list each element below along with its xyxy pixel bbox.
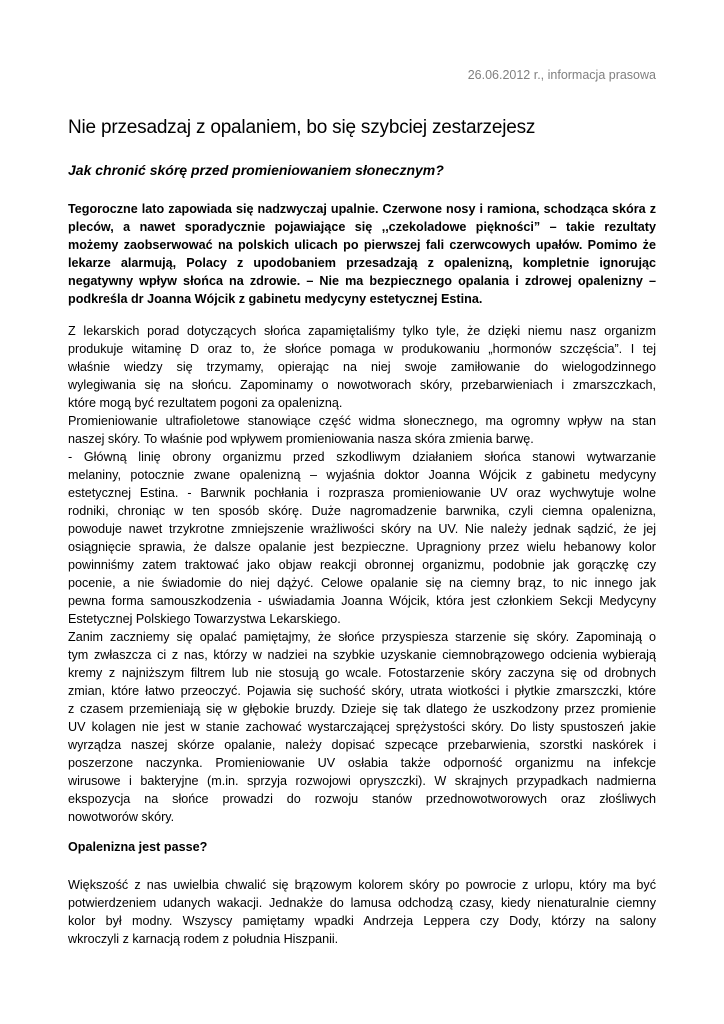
body-line: wirusowe i bakteryjne (m.in. sprzyja rozwojowi opryszczki). W skrajnych przypadkach nadmierna (68, 774, 656, 788)
body-line: z czasem przemieniają się w głębokie bruzdy. Dzieje się tak dlatego że uszkodzony przez promienie (68, 702, 656, 716)
body-line: pocenie, a nie świadomie do niej dążyć. Celowe opalanie się na ciemny brąz, to nic innego jak (68, 576, 656, 590)
body-line: pewna forma samouszkodzenia - uświadamia Joanna Wójcik, która jest członkiem Sekcji Medycyny (68, 594, 656, 608)
body-line: Promieniowanie ultrafioletowe stanowiące część widma słonecznego, ma ogromny wpływ na stan (68, 414, 656, 428)
body-line: wylegiwania się na słońcu. Zapominamy o nowotworach skóry, przebarwieniach i zmarszczkach, (68, 378, 656, 392)
closing-line: wkroczyli z karnacją rodem z południa Hiszpanii. (68, 932, 339, 946)
main-body (68, 322, 656, 826)
body-line: produkuje witaminę D oraz to, że słońce pomaga w produkowaniu „hormonów szczęścia”. I tej (68, 342, 656, 356)
body-line: naszej skóry. To właśnie pod wpływem promieniowania nasza skóra zmienia barwę. (68, 432, 534, 446)
body-line: powinniśmy zatem traktować jako objaw reakcji obronnej organizmu, podobnie jak gorączkę czy (68, 558, 656, 572)
body-line: Z lekarskich porad dotyczących słońca zapamiętaliśmy tylko tyle, że dzięki niemu nasz organizm (68, 324, 656, 338)
closing-paragraph (68, 876, 656, 948)
lead-line: możemy zaobserwować na polskich ulicach po pierwszej fali czerwcowych upałów. Pomimo że (68, 238, 656, 252)
section-heading: Opalenizna jest passe? (68, 840, 208, 854)
lead-line: Tegoroczne lato zapowiada się nadzwyczaj upalnie. Czerwone nosy i ramiona, schodząca skóra z (68, 202, 656, 216)
body-line: melaniny, potocznie zwane opalenizną – wyjaśnia doktor Joanna Wójcik z gabinetu medycyny (68, 468, 656, 482)
body-line: estetycznej Estina. - Barwnik pochłania i rozprasza promieniowanie UV oraz wychwytuje wolne (68, 486, 656, 500)
body-line: powoduje nawet trzykrotne zmniejszenie wrażliwości skóry na UV. Nie należy jednak sądzić, że jej (68, 522, 656, 536)
body-line: tym zwłaszcza ci z nas, którzy w nadziei na szybkie uzyskanie ciemnobrązowego odcienia wybierają (68, 648, 656, 662)
body-line: kremy z najniższym filtrem lub nie stosują go wcale. Fotostarzenie skóry zaczyna się od drobnych (68, 666, 656, 680)
lead-line: podkreśla dr Joanna Wójcik z gabinetu medycyny estetycznej Estina. (68, 292, 483, 306)
closing-line: potwierdzeniem udanych wakacji. Jednakże do lamusa odchodzą czasy, kiedy nienaturalnie ciemny (68, 896, 656, 910)
body-line: zmian, które łatwo przeoczyć. Pojawia się suchość skóry, utrata wiotkości i płytkie zmarszczki, które (68, 684, 656, 698)
lead-line: pleców, a nawet sporadycznie pojawiające się ,,czekoladowe piękności” – takie rezultaty (68, 220, 656, 234)
body-line: - Główną linię obrony organizmu przed szkodliwym działaniem słońca stanowi wytwarzanie (68, 450, 656, 464)
page-subtitle: Jak chronić skórę przed promieniowaniem słonecznym? (68, 162, 444, 178)
closing-line: kolor był modny. Wszyscy pamiętamy wpadki Andrzeja Leppera czy Dody, którzy na salony (68, 914, 656, 928)
date-line: 26.06.2012 r., informacja prasowa (467, 68, 656, 82)
body-line: nowotworów skóry. (68, 810, 175, 824)
document-page (68, 0, 656, 1024)
page-title: Nie przesadzaj z opalaniem, bo się szybciej zestarzejesz (68, 117, 536, 138)
body-line: właśnie wiedzy się trzymamy, opierając na niej swoje zamiłowanie do wielogodzinnego (68, 360, 656, 374)
lead-line: negatywny wpływ słońca na zdrowie. – Nie ma bezpiecznego opalania i zdrowej opalenizny – (68, 274, 656, 288)
closing-line: Większość z nas uwielbia chwalić się brązowym kolorem skóry po powrocie z urlopu, który ma być (68, 878, 656, 892)
body-line: które mogą być rezultatem pogoni za opalenizną. (68, 396, 343, 410)
body-line: poszerzone naczynka. Promieniowanie UV osłabia także odporność organizmu na infekcje (68, 756, 656, 770)
body-line: osiągnięcie sprawia, że dalsze opalanie jest bezpieczne. Upragniony przez wielu hebanowy kolor (68, 540, 656, 554)
body-line: Zanim zaczniemy się opalać pamiętajmy, że słońce przyspiesza starzenie się skóry. Zapominają o (68, 630, 656, 644)
body-line: UV kolagen nie jest w stanie zachować wystarczającej sprężystości skóry. Do listy spustoszeń jakie (68, 720, 656, 734)
body-line: wyrządza naszej skórze opalanie, należy dopisać szpecące przebarwienia, szorstki naskórek i (68, 738, 656, 752)
body-line: Estetycznej Polskiego Towarzystwa Lekarskiego. (68, 612, 341, 626)
body-line: ekspozycja na słońce prowadzi do rozwoju stanów przednowotworowych oraz złośliwych (68, 792, 656, 806)
lead-line: lekarze alarmują, Polacy z upodobaniem przesadzają z opalenizną, kompletnie ignorując (68, 256, 656, 270)
lead-paragraph (68, 200, 656, 308)
body-line: rodniki, chroniąc w ten sposób skórę. Duże nagromadzenie barwnika, czyli ciemna opalenizna, (68, 504, 656, 518)
